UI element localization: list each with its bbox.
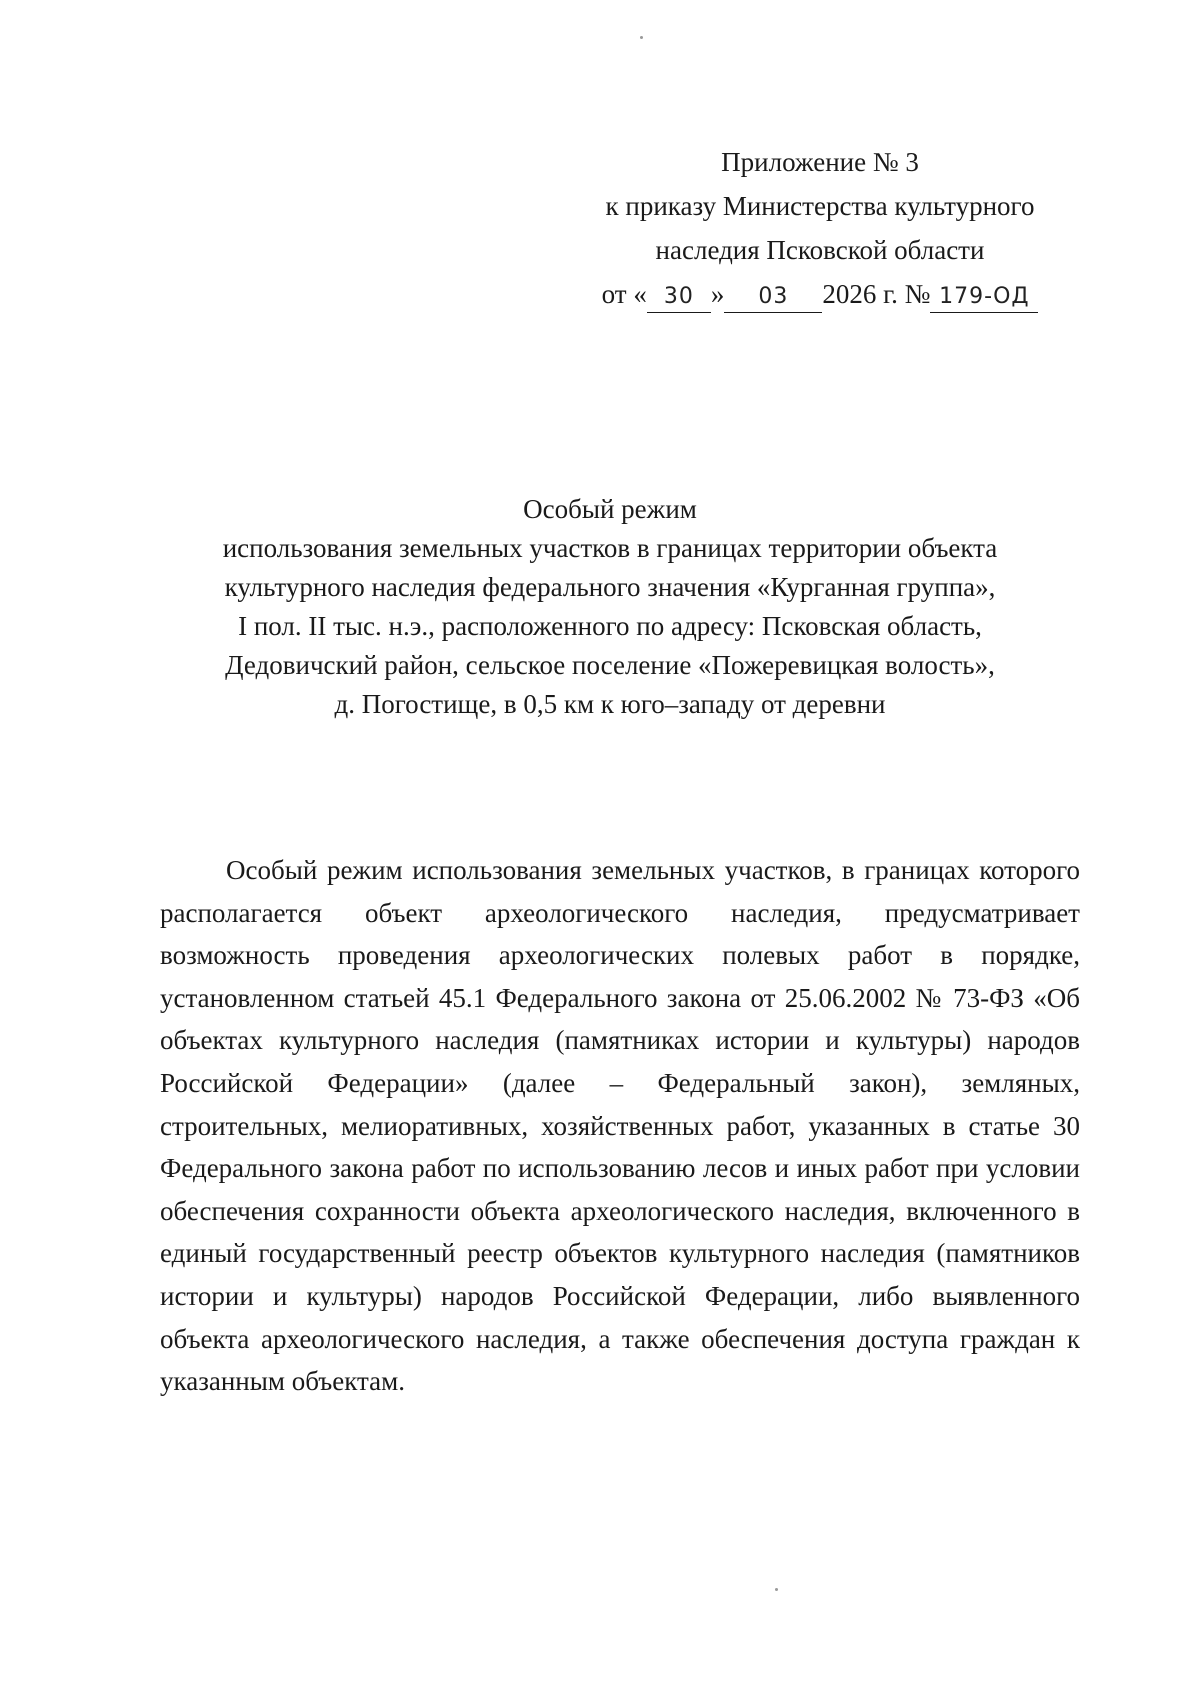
title-line-4: I пол. II тыс. н.э., расположенного по адресу: Псковская область, (238, 611, 982, 641)
title-line-1: Особый режим (523, 494, 697, 524)
year-and-number-label: 2026 г. № (822, 279, 931, 309)
title-line-3: культурного наследия федерального значения «Курганная группа», (224, 572, 996, 602)
scan-speck (775, 1588, 778, 1591)
appendix-header (560, 140, 1080, 316)
handwritten-month: 03 (724, 282, 822, 313)
appendix-ministry-region: наследия Псковской области (655, 235, 985, 265)
document-title (150, 490, 1070, 724)
handwritten-order-number: 179-ОД (930, 282, 1038, 313)
title-line-5: Дедовичский район, сельское поселение «Пожеревицкая волость», (225, 650, 995, 680)
date-prefix: от « (601, 279, 647, 309)
appendix-order-reference: к приказу Министерства культурного (605, 191, 1035, 221)
title-line-2: использования земельных участков в границах территории объекта (222, 533, 998, 563)
title-line-6: д. Погостище, в 0,5 км к юго–западу от деревни (334, 689, 886, 719)
handwritten-day: 30 (647, 282, 711, 313)
scan-speck (640, 36, 643, 39)
body-paragraph: Особый режим использования земельных участков, в границах которого располагается объект археологического наследия, предусматривает возможность проведения археологических полевых работ в порядке, установленном статьей 45.1 Федерального закона от 25.06.2002 № 73-ФЗ «Об объектах культурного наследия (памятниках истории и культуры) народов Российской Федерации» (далее – Федеральный закон), земляных, строительных, мелиоративных, хозяйственных работ, указанных в статье 30 Федерального закона работ по использованию лесов и иных работ при условии обеспечения сохранности объекта археологического наследия, включенного в единый государственный реестр объектов культурного наследия (памятников истории и культуры) народов Российской Федерации, либо выявленного объекта археологического наследия, а также обеспечения доступа граждан к указанным объектам. (160, 855, 1080, 1397)
appendix-title: Приложение № 3 (721, 147, 919, 177)
date-mid: » (710, 279, 725, 309)
appendix-date-line (560, 272, 1080, 316)
